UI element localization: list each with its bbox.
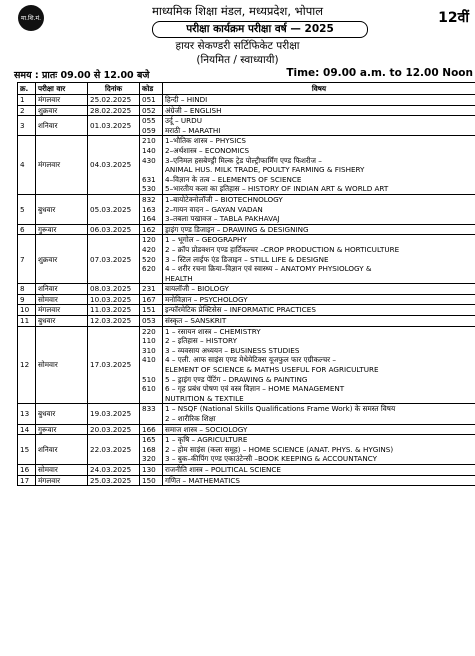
cell-sn: 10 (18, 305, 36, 316)
cell-day: शनिवार (36, 435, 88, 465)
table-body (18, 95, 475, 486)
subject-line: राजनीति शास्त्र – POLITICAL SCIENCE (165, 464, 281, 474)
code-line: 150 (142, 475, 156, 485)
code-line: 051 (142, 95, 156, 104)
code-line: 510 (142, 374, 156, 384)
subject-line: 2 – शारीरिक शिक्षा (165, 414, 216, 423)
table-row (18, 305, 475, 316)
code-line: 052 (142, 105, 156, 115)
cell-sn: 15 (18, 435, 36, 465)
code-line: 420 (142, 244, 156, 254)
cell-subjects (163, 136, 475, 195)
cell-day: मंगलवार (36, 305, 88, 316)
col-header-day: परीक्षा वार (36, 83, 88, 95)
board-title: माध्यमिक शिक्षा मंडल, मध्यप्रदेश, भोपाल (151, 4, 324, 18)
cell-subjects (163, 305, 475, 316)
code-line (142, 274, 160, 284)
cell-subjects (163, 475, 475, 486)
cell-codes (140, 235, 163, 284)
time-hindi: समय : प्रातः 09.00 से 12.00 बजे (14, 70, 150, 81)
subject-line: 6 – गृह प्रबंध पोषण एवं वस्त्र विज्ञान – HOME MANAGEMENT (165, 384, 345, 394)
subject-line: 3–तबला पखावज – TABLA PAKHAVAJ (165, 214, 280, 224)
code-line: 164 (142, 214, 156, 224)
cell-sn: 3 (18, 116, 36, 136)
subject-line: संस्कृत – SANSKRIT (165, 316, 227, 326)
code-line: 320 (142, 454, 156, 464)
table-row (18, 136, 475, 195)
code-line: 055 (142, 116, 156, 126)
table-header-row (18, 83, 475, 95)
table-row (18, 105, 475, 116)
subject-line: ANIMAL HUS. MILK TRADE, POULTY FARMING & FISHERY (165, 165, 365, 175)
table-row (18, 284, 475, 295)
subject-line: 2 – होम साइंस (कला समूह) – HOME SCIENCE (ANAT. PHYS. & HYGINS) (165, 444, 394, 454)
code-line: 410 (142, 355, 156, 365)
subject-line: 1–बायोटेक्नोलॉजी – BIOTECHNOLOGY (165, 194, 283, 204)
cell-codes (140, 464, 163, 475)
subject-line: 2–गायन वादन – GAYAN VADAN (165, 204, 263, 214)
col-header-code: कोड (140, 83, 163, 95)
program-title: परीक्षा कार्यक्रम परीक्षा वर्ष — 2025 (152, 21, 368, 38)
subject-line: 3 – स्टिल लाईफ एंड डिजाइन – STILL LIFE & DESIGNE (165, 254, 329, 264)
code-line: 130 (142, 464, 156, 474)
code-line: 530 (142, 184, 156, 194)
subject-line: NUTRITION & TEXTILE (165, 393, 244, 403)
table-row (18, 316, 475, 327)
cell-day: मंगलवार (36, 136, 88, 195)
subject-line: 2–अर्थशास्त्र – ECONOMICS (165, 145, 250, 155)
table-row (18, 194, 475, 224)
subject-line: 1–भौतिक शास्त्र – PHYSICS (165, 136, 246, 146)
cell-subjects (163, 224, 475, 235)
table-row (18, 435, 475, 465)
cell-day: शनिवार (36, 116, 88, 136)
cell-codes (140, 294, 163, 305)
exam-schedule-table (17, 82, 475, 486)
cell-date: 20.03.2025 (88, 424, 140, 435)
cell-subjects (163, 116, 475, 136)
subject-line: 5–भारतीय कला का इतिहास – HISTORY OF INDIAN ART & WORLD ART (165, 184, 389, 194)
subject-line: 1 – NSQF (National Skills Qualifications Frame Work) के समस्त विषय (165, 404, 396, 414)
subject-line: मनोविज्ञान – PSYCHOLOGY (165, 294, 248, 304)
subject-line: उर्दू – URDU (165, 116, 202, 126)
subject-line: 2 – इतिहास – HISTORY (165, 336, 237, 346)
cell-date: 24.03.2025 (88, 464, 140, 475)
code-line: 210 (142, 136, 156, 146)
cell-codes (140, 116, 163, 136)
cell-codes (140, 475, 163, 486)
exam-type: (नियमित / स्वाध्यायी) (196, 54, 279, 66)
code-line: 110 (142, 336, 156, 346)
cell-date: 08.03.2025 (88, 284, 140, 295)
cell-sn: 12 (18, 326, 36, 404)
code-line (142, 414, 160, 424)
code-line: 140 (142, 145, 156, 155)
cell-day: मंगलवार (36, 95, 88, 106)
cell-date: 12.03.2025 (88, 316, 140, 327)
cell-date: 06.03.2025 (88, 224, 140, 235)
code-line: 310 (142, 345, 156, 355)
cell-codes (140, 316, 163, 327)
code-line: 059 (142, 125, 156, 135)
cell-subjects (163, 316, 475, 327)
cell-sn: 2 (18, 105, 36, 116)
cell-subjects (163, 424, 475, 435)
subject-line: 1 – कृषि – AGRICULTURE (165, 435, 248, 445)
cell-sn: 11 (18, 316, 36, 327)
cell-codes (140, 404, 163, 424)
subject-line: 4–विज्ञान के तत्व – ELEMENTS OF SCIENCE (165, 174, 302, 184)
cell-day: शनिवार (36, 284, 88, 295)
table-row (18, 224, 475, 235)
table-row (18, 294, 475, 305)
subject-line: 3 – बुक–कीपिंग एण्ड एकाउंटेन्सी –BOOK KEEPING & ACCOUNTANCY (165, 454, 377, 464)
code-line (142, 365, 160, 375)
cell-date: 10.03.2025 (88, 294, 140, 305)
cell-codes (140, 424, 163, 435)
cell-date: 11.03.2025 (88, 305, 140, 316)
code-line: 832 (142, 194, 156, 204)
cell-subjects (163, 435, 475, 465)
code-line: 610 (142, 384, 156, 394)
cell-sn: 17 (18, 475, 36, 486)
cell-subjects (163, 235, 475, 284)
cell-sn: 14 (18, 424, 36, 435)
code-line: 631 (142, 174, 156, 184)
cell-day: गुरूवार (36, 424, 88, 435)
subject-line: अंग्रेजी – ENGLISH (165, 105, 222, 115)
cell-date: 25.03.2025 (88, 475, 140, 486)
cell-sn: 8 (18, 284, 36, 295)
subject-line: 3–एनिमल हसबेण्ड्री मिल्क ट्रेड पोल्ट्रीफार्मिंग एण्ड फिशरीज – (165, 155, 322, 165)
cell-subjects (163, 326, 475, 404)
table-row (18, 404, 475, 424)
cell-subjects (163, 404, 475, 424)
code-line: 620 (142, 264, 156, 274)
cell-sn: 5 (18, 194, 36, 224)
exam-title: हायर सेकण्डरी सर्टिफिकेट परीक्षा (175, 40, 300, 52)
cell-date: 25.02.2025 (88, 95, 140, 106)
cell-date: 19.03.2025 (88, 404, 140, 424)
cell-codes (140, 136, 163, 195)
code-line: 168 (142, 444, 156, 454)
code-line (142, 394, 160, 404)
cell-sn: 6 (18, 224, 36, 235)
subject-line: 3 – व्यवसाय अध्ययन – BUSINESS STUDIES (165, 345, 300, 355)
col-header-date: दिनांक (88, 83, 140, 95)
cell-codes (140, 105, 163, 116)
subject-line: हिन्दी – HINDI (165, 95, 208, 104)
subject-line: बायलॉजी – BIOLOGY (165, 284, 229, 294)
table-row (18, 95, 475, 106)
code-line: 231 (142, 284, 156, 294)
code-line: 120 (142, 235, 156, 245)
cell-subjects (163, 464, 475, 475)
cell-date: 05.03.2025 (88, 194, 140, 224)
cell-codes (140, 305, 163, 316)
cell-subjects (163, 284, 475, 295)
cell-sn: 7 (18, 235, 36, 284)
subject-line: 2 – क्रॉप प्रोडक्शन एण्ड हार्टिकल्चर –CROP PRODUCTION & HORTICULTURE (165, 244, 400, 254)
table-row (18, 464, 475, 475)
code-line (142, 165, 160, 175)
table-row (18, 475, 475, 486)
cell-sn: 9 (18, 294, 36, 305)
cell-subjects (163, 95, 475, 106)
cell-day: मंगलवार (36, 475, 88, 486)
subject-line: 1 – रसायन शास्त्र – CHEMISTRY (165, 326, 261, 336)
cell-day: बुधवार (36, 194, 88, 224)
time-english: Time: 09.00 a.m. to 12.00 Noon (286, 67, 473, 79)
cell-date: 07.03.2025 (88, 235, 140, 284)
cell-date: 04.03.2025 (88, 136, 140, 195)
board-logo: मा.शि.मं. (18, 5, 44, 31)
table-row (18, 235, 475, 284)
code-line: 151 (142, 305, 156, 315)
cell-day: सोमवार (36, 326, 88, 404)
code-line: 167 (142, 294, 156, 304)
cell-day: शुक्रवार (36, 235, 88, 284)
table-row (18, 326, 475, 404)
subject-line: समाज शास्त्र – SOCIOLOGY (165, 424, 248, 434)
cell-codes (140, 284, 163, 295)
cell-day: सोमवार (36, 464, 88, 475)
subject-line: 4 – एली. आफ साइंस एण्ड मेथेमेटिक्स यूजफुल फार एग्रीकल्चर – (165, 355, 337, 365)
class-label: 12वीं (438, 10, 469, 26)
subject-line: इन्फॉरमेटिक प्रेक्टिसेस – INFORMATIC PRACTICES (165, 305, 316, 315)
cell-day: शुक्रवार (36, 105, 88, 116)
cell-codes (140, 326, 163, 404)
table-row (18, 116, 475, 136)
code-line: 220 (142, 326, 156, 336)
cell-day: बुधवार (36, 404, 88, 424)
cell-date: 28.02.2025 (88, 105, 140, 116)
cell-sn: 13 (18, 404, 36, 424)
cell-subjects (163, 194, 475, 224)
cell-date: 17.03.2025 (88, 326, 140, 404)
subject-line: मराठी – MARATHI (165, 125, 221, 135)
subject-line: ड्राइंग एण्ड डिजाइन – DRAWING & DESIGNING (165, 224, 309, 234)
cell-day: सोमवार (36, 294, 88, 305)
cell-subjects (163, 105, 475, 116)
code-line: 833 (142, 404, 156, 414)
cell-codes (140, 95, 163, 106)
col-header-sn: क्र. (18, 83, 36, 95)
code-line: 165 (142, 435, 156, 445)
code-line: 166 (142, 424, 156, 434)
subject-line: 4 – शरीर रचना क्रिया–विज्ञान एवं स्वास्थ्य – ANATOMY PHYSIOLOGY & (165, 264, 372, 274)
cell-sn: 1 (18, 95, 36, 106)
code-line: 163 (142, 204, 156, 214)
cell-codes (140, 435, 163, 465)
code-line: 162 (142, 224, 156, 234)
code-line: 520 (142, 254, 156, 264)
cell-codes (140, 224, 163, 235)
cell-sn: 4 (18, 136, 36, 195)
subject-line: ELEMENT OF SCIENCE & MATHS USEFUL FOR AGRICULTURE (165, 365, 379, 375)
cell-date: 01.03.2025 (88, 116, 140, 136)
table-row (18, 424, 475, 435)
code-line: 430 (142, 155, 156, 165)
cell-day: गुरूवार (36, 224, 88, 235)
cell-sn: 16 (18, 464, 36, 475)
subject-line: HEALTH (165, 273, 193, 283)
subject-line: 5 – ड्राइंग एण्ड पेंटिंग – DRAWING & PAINTING (165, 374, 308, 384)
cell-codes (140, 194, 163, 224)
subject-line: गणित – MATHEMATICS (165, 475, 240, 485)
subject-line: 1 – भूगोल – GEOGRAPHY (165, 235, 247, 245)
code-line: 053 (142, 316, 156, 326)
cell-subjects (163, 294, 475, 305)
cell-date: 22.03.2025 (88, 435, 140, 465)
cell-day: बुधवार (36, 316, 88, 327)
col-header-subject: विषय (163, 83, 475, 95)
